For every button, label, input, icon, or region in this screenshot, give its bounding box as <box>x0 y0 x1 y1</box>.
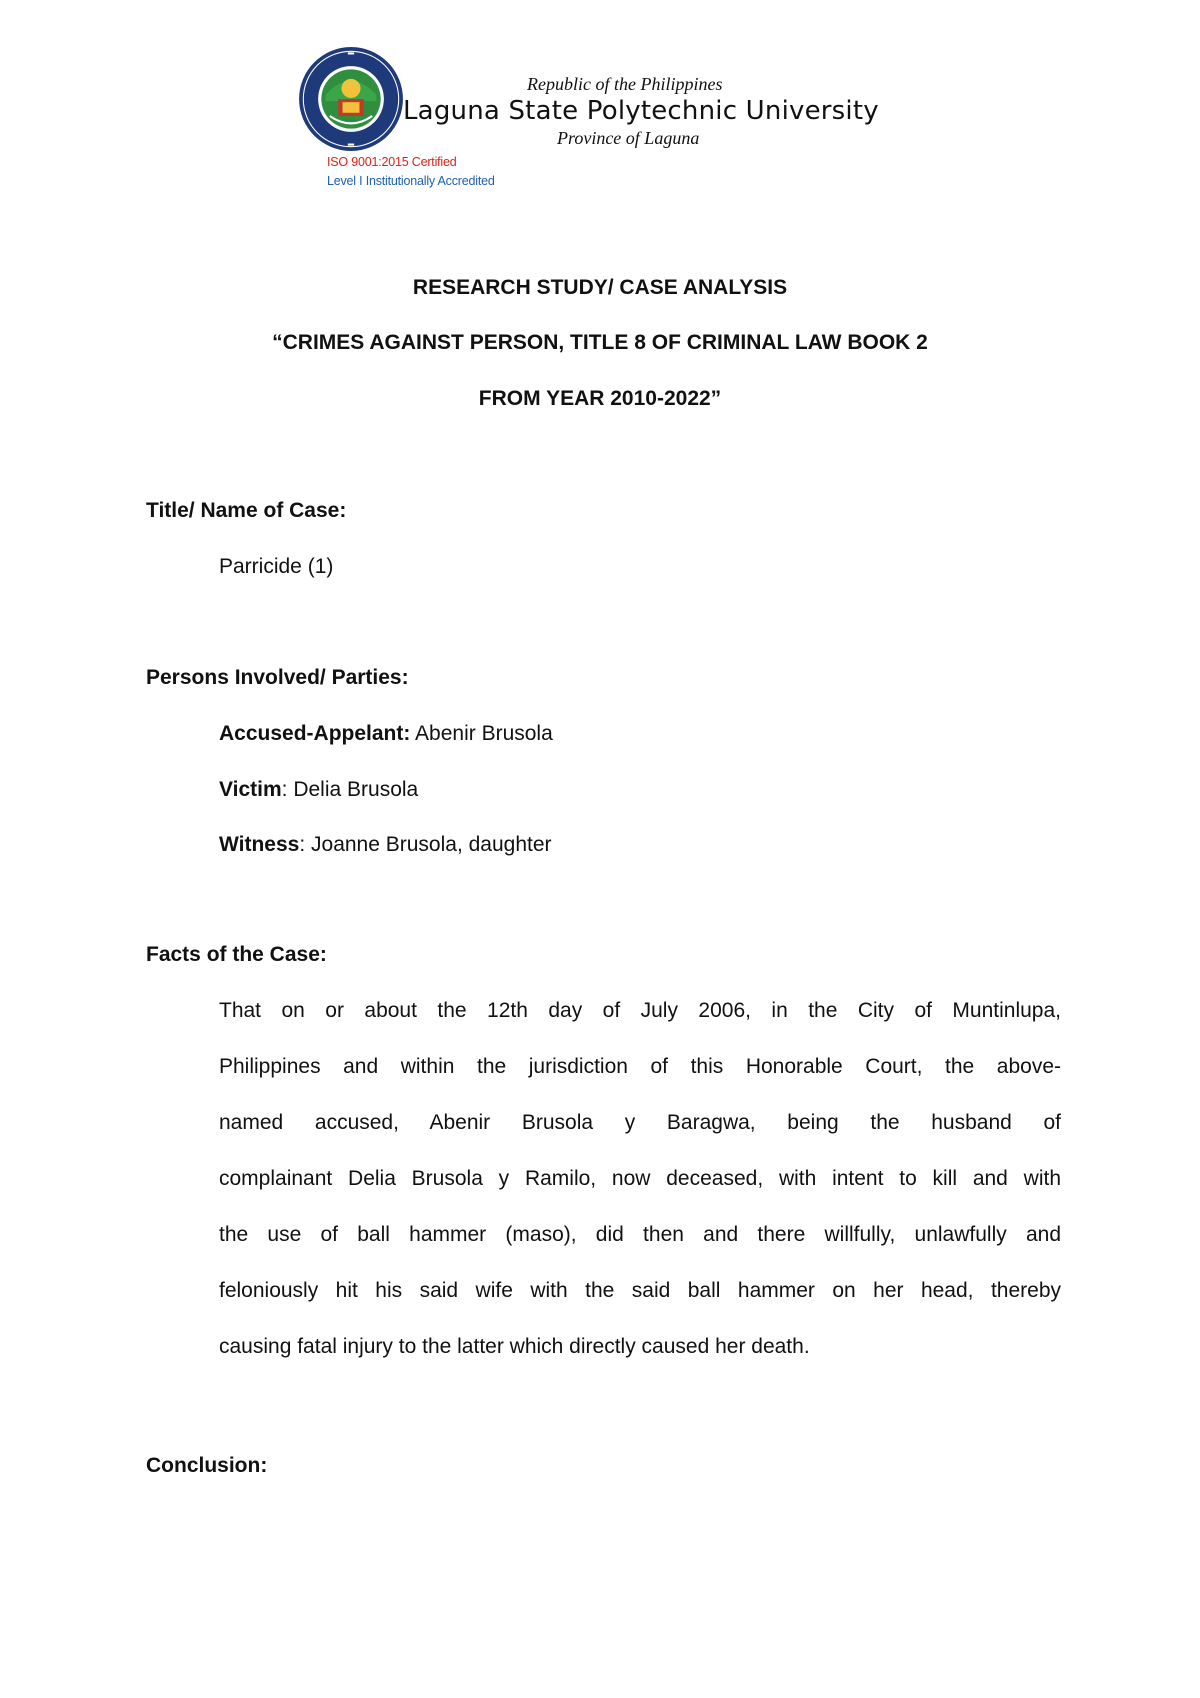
facts-heading: Facts of the Case: <box>146 943 327 966</box>
facts-line: causing fatal injury to the latter which directly caused her death. <box>219 1335 810 1358</box>
facts-line: That on or about the 12th day of July 2006, in the City of Muntinlupa, <box>219 999 1061 1022</box>
conclusion-heading: Conclusion: <box>146 1454 268 1477</box>
document-title-line-1: RESEARCH STUDY/ CASE ANALYSIS <box>412 276 788 299</box>
university-name: Laguna State Polytechnic University <box>403 96 879 126</box>
accreditation-level: Level I Institutionally Accredited <box>327 174 495 188</box>
facts-line: named accused, Abenir Brusola y Baragwa, being the husband of <box>219 1111 1061 1134</box>
victim-label: Victim <box>219 778 282 801</box>
witness-value: : Joanne Brusola, daughter <box>299 833 552 856</box>
facts-line: complainant Delia Brusola y Ramilo, now deceased, with intent to kill and with <box>219 1167 1061 1190</box>
province-line: Province of Laguna <box>557 128 700 148</box>
accused-label: Accused-Appelant: <box>219 722 411 745</box>
victim-entry <box>219 778 418 802</box>
university-seal-icon <box>298 46 404 152</box>
iso-certification: ISO 9001:2015 Certified <box>327 155 457 169</box>
facts-paragraph <box>219 998 1061 1390</box>
victim-value: : Delia Brusola <box>281 778 419 801</box>
accused-value: Abenir Brusola <box>410 722 553 745</box>
parties-heading: Persons Involved/ Parties: <box>146 666 409 689</box>
case-title-value: Parricide (1) <box>219 555 334 578</box>
republic-line: Republic of the Philippines <box>527 74 723 94</box>
witness-entry <box>219 833 552 857</box>
witness-label: Witness <box>219 833 300 856</box>
document-title-line-2: “CRIMES AGAINST PERSON, TITLE 8 OF CRIMINAL LAW BOOK 2 <box>272 331 928 354</box>
facts-line: Philippines and within the jurisdiction of this Honorable Court, the above- <box>219 1055 1061 1078</box>
case-title-heading: Title/ Name of Case: <box>146 499 347 522</box>
facts-line: the use of ball hammer (maso), did then and there willfully, unlawfully and <box>219 1223 1061 1246</box>
accused-entry <box>219 722 553 746</box>
facts-line: feloniously hit his said wife with the said ball hammer on her head, thereby <box>219 1279 1061 1302</box>
document-title-line-3: FROM YEAR 2010-2022” <box>478 387 722 410</box>
